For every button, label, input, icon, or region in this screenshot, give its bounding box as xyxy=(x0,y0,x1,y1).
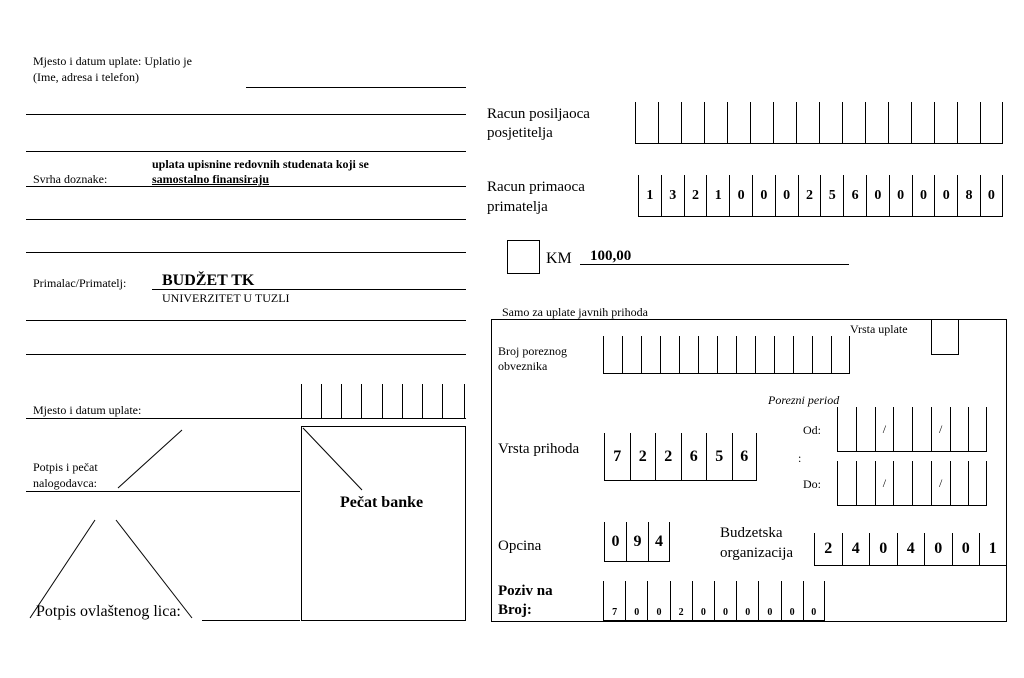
authorized-signature-label: Potpis ovlaštenog lica: xyxy=(36,603,181,620)
to-date-cell[interactable] xyxy=(950,461,969,505)
tax-id-cell[interactable] xyxy=(793,336,812,373)
sender-account-cell[interactable] xyxy=(888,102,911,144)
sender-account-cell[interactable] xyxy=(635,102,658,144)
sender-account-cell[interactable] xyxy=(911,102,934,144)
amount-line[interactable] xyxy=(580,264,849,265)
revenue-type-label: Vrsta prihoda xyxy=(498,441,580,457)
tax-id-baseline xyxy=(603,373,850,374)
from-date-cell[interactable] xyxy=(837,407,856,451)
sender-account-cell[interactable] xyxy=(727,102,750,144)
sender-account-cell[interactable] xyxy=(773,102,796,144)
amount-checkbox[interactable] xyxy=(507,240,540,274)
tax-id-label: Broj poreznog xyxy=(498,344,567,358)
recipient-account-digit[interactable]: 0 xyxy=(934,175,957,217)
reference-digit[interactable]: 0 xyxy=(781,581,803,621)
sender-account-cell[interactable] xyxy=(658,102,681,144)
payer-label: Mjesto i datum uplate: Uplatio je xyxy=(33,54,192,68)
budget-org-label: Budzetska xyxy=(720,525,783,541)
place-date-label: Mjesto i datum uplate: xyxy=(33,403,142,417)
municipality-digit[interactable]: 0 xyxy=(604,522,626,562)
date-separator-cell[interactable]: / xyxy=(875,407,894,451)
signature-payer-label: Potpis i pečat xyxy=(33,460,98,474)
payment-type-cell[interactable] xyxy=(931,320,959,355)
budget-org-digit[interactable]: 0 xyxy=(952,533,980,566)
recipient-account-digit[interactable]: 2 xyxy=(684,175,707,217)
separator-colon: : xyxy=(798,451,802,465)
from-date-cell[interactable] xyxy=(893,407,912,451)
reference-digit[interactable]: 0 xyxy=(714,581,736,621)
to-baseline xyxy=(837,505,987,506)
recipient-account-digit[interactable]: 0 xyxy=(912,175,935,217)
tax-id-cell[interactable] xyxy=(660,336,679,373)
budget-org-digit[interactable]: 0 xyxy=(869,533,897,566)
to-date-cell[interactable] xyxy=(912,461,931,505)
tax-id-cell[interactable] xyxy=(831,336,850,373)
tax-id-label-2: obveznika xyxy=(498,359,548,373)
tax-id-cell[interactable] xyxy=(774,336,793,373)
municipality-label: Opcina xyxy=(498,538,542,554)
revenue-type-cells[interactable] xyxy=(604,433,757,481)
purpose-value-1: uplata upisnine redovnih studenata koji se xyxy=(152,157,369,171)
to-date-cell[interactable] xyxy=(837,461,856,505)
sender-account-cell[interactable] xyxy=(819,102,842,144)
signature-payer-label-2: nalogodavca: xyxy=(33,476,97,490)
from-date-cell[interactable] xyxy=(968,407,987,451)
recipient-account-digit[interactable]: 0 xyxy=(980,175,1003,217)
budget-org-digit[interactable]: 4 xyxy=(897,533,925,566)
to-date-cell[interactable] xyxy=(893,461,912,505)
sender-account-cell[interactable] xyxy=(681,102,704,144)
recipient-account-digit[interactable]: 0 xyxy=(889,175,912,217)
recipient-account-digit[interactable]: 0 xyxy=(775,175,798,217)
tax-id-cell[interactable] xyxy=(641,336,660,373)
sender-account-cells[interactable] xyxy=(635,102,1003,144)
recipient-account-digit[interactable]: 0 xyxy=(729,175,752,217)
reference-digit[interactable]: 0 xyxy=(625,581,647,621)
tax-id-cell[interactable] xyxy=(717,336,736,373)
recipient-account-label-2: primatelja xyxy=(487,199,548,215)
public-revenue-title: Samo za uplate javnih prihoda xyxy=(502,305,648,319)
reference-cells[interactable] xyxy=(603,581,825,621)
recipient-sub: UNIVERZITET U TUZLI xyxy=(162,291,290,305)
reference-digit[interactable]: 2 xyxy=(670,581,692,621)
sender-account-cell[interactable] xyxy=(934,102,957,144)
municipality-digit[interactable]: 9 xyxy=(626,522,648,562)
tax-id-cells[interactable] xyxy=(603,336,850,373)
budget-org-cells[interactable] xyxy=(814,533,1007,566)
from-label: Od: xyxy=(803,423,821,437)
revenue-type-digit[interactable]: 7 xyxy=(604,433,630,481)
reference-label: Poziv na xyxy=(498,583,553,599)
purpose-label: Svrha doznake: xyxy=(33,172,108,186)
purpose-value-2: samostalno finansiraju xyxy=(152,172,270,186)
from-date-cell[interactable] xyxy=(856,407,875,451)
recipient-account-digit[interactable]: 1 xyxy=(638,175,661,217)
budget-org-digit[interactable]: 1 xyxy=(979,533,1007,566)
tax-id-cell[interactable] xyxy=(698,336,717,373)
budget-org-label-2: organizacija xyxy=(720,545,794,561)
revenue-type-digit[interactable]: 6 xyxy=(681,433,707,481)
recipient-name: BUDŽET TK xyxy=(162,272,255,289)
to-date-cell[interactable] xyxy=(968,461,987,505)
tax-period-label: Porezni period xyxy=(768,393,840,407)
bank-stamp-label: Pečat banke xyxy=(340,494,424,511)
recipient-account-digit[interactable]: 3 xyxy=(661,175,684,217)
sender-account-cell[interactable] xyxy=(980,102,1003,144)
currency-label: KM xyxy=(546,250,572,267)
recipient-account-digit[interactable]: 1 xyxy=(706,175,729,217)
sender-account-cell[interactable] xyxy=(704,102,727,144)
reference-digit[interactable]: 0 xyxy=(758,581,780,621)
reference-label-2: Broj: xyxy=(498,602,532,618)
to-label: Do: xyxy=(803,477,821,491)
budget-org-digit[interactable]: 4 xyxy=(842,533,870,566)
tax-id-cell[interactable] xyxy=(679,336,698,373)
reference-digit[interactable]: 7 xyxy=(603,581,625,621)
sender-account-cell[interactable] xyxy=(957,102,980,144)
payer-label-sub: (Ime, adresa i telefon) xyxy=(33,70,139,84)
revenue-type-digit[interactable]: 2 xyxy=(630,433,656,481)
from-baseline xyxy=(837,451,987,452)
recipient-account-digit[interactable]: 2 xyxy=(798,175,821,217)
to-date-cells[interactable] xyxy=(837,461,987,505)
recipient-account-label: Racun primaoca xyxy=(487,179,585,195)
recipient-account-digit[interactable]: 5 xyxy=(820,175,843,217)
reference-digit[interactable]: 0 xyxy=(692,581,714,621)
recipient-account-digit[interactable]: 6 xyxy=(843,175,866,217)
date-separator-cell[interactable]: / xyxy=(875,461,894,505)
tax-id-cell[interactable] xyxy=(622,336,641,373)
from-date-cells[interactable] xyxy=(837,407,987,451)
recipient-account-digit[interactable]: 8 xyxy=(957,175,980,217)
recipient-account-digit[interactable]: 0 xyxy=(866,175,889,217)
sender-account-label: Racun posiljaoca xyxy=(487,106,590,122)
revenue-type-digit[interactable]: 2 xyxy=(655,433,681,481)
tax-id-cell[interactable] xyxy=(603,336,622,373)
tax-id-cell[interactable] xyxy=(812,336,831,373)
date-separator-cell[interactable]: / xyxy=(931,407,950,451)
revenue-type-digit[interactable]: 5 xyxy=(706,433,732,481)
date-separator-cell[interactable]: / xyxy=(931,461,950,505)
reference-digit[interactable]: 0 xyxy=(803,581,825,621)
revenue-type-digit[interactable]: 6 xyxy=(732,433,758,481)
sender-account-cell[interactable] xyxy=(865,102,888,144)
budget-org-digit[interactable]: 2 xyxy=(814,533,842,566)
sender-account-label-2: posjetitelja xyxy=(487,125,553,141)
municipality-cells[interactable] xyxy=(604,522,670,562)
recipient-label: Primalac/Primatelj: xyxy=(33,276,127,290)
to-date-cell[interactable] xyxy=(856,461,875,505)
reference-digit[interactable]: 0 xyxy=(736,581,758,621)
tax-id-cell[interactable] xyxy=(736,336,755,373)
reference-digit[interactable]: 0 xyxy=(647,581,669,621)
payment-type-label: Vrsta uplate xyxy=(850,322,908,336)
sender-account-cell[interactable] xyxy=(750,102,773,144)
budget-org-digit[interactable]: 0 xyxy=(924,533,952,566)
amount-value: 100,00 xyxy=(590,248,632,264)
recipient-account-digit[interactable]: 0 xyxy=(752,175,775,217)
from-date-cell[interactable] xyxy=(912,407,931,451)
tax-id-cell[interactable] xyxy=(755,336,774,373)
from-date-cell[interactable] xyxy=(950,407,969,451)
municipality-digit[interactable]: 4 xyxy=(648,522,670,562)
sender-account-cell[interactable] xyxy=(796,102,819,144)
recipient-account-cells[interactable] xyxy=(638,175,1003,217)
sender-account-cell[interactable] xyxy=(842,102,865,144)
